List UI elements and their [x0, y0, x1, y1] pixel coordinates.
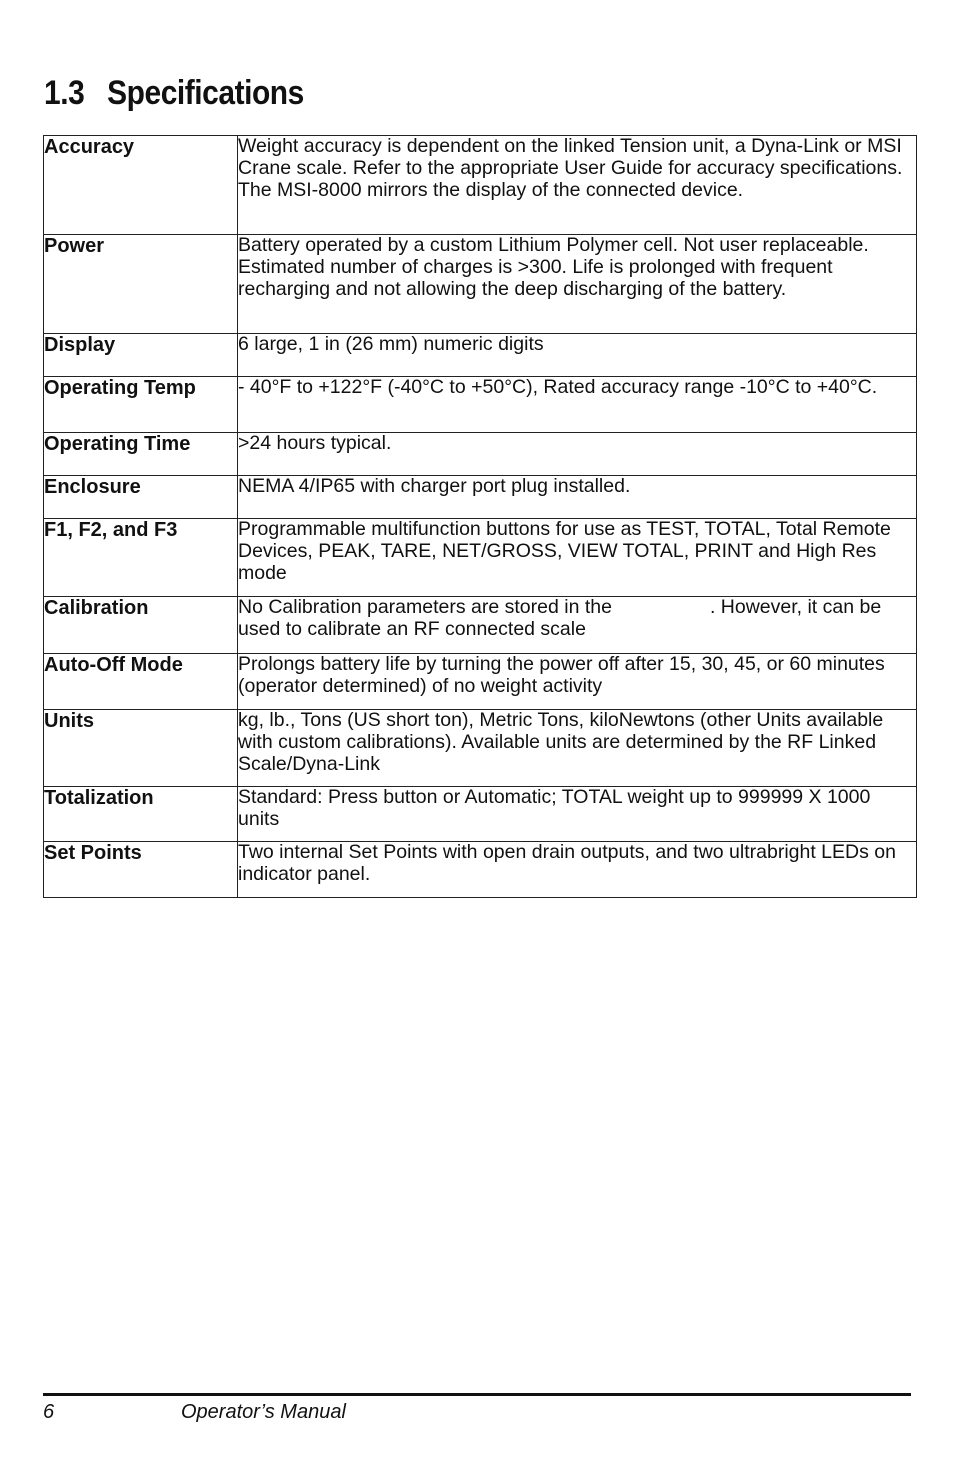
spec-value: 6 large, 1 in (26 mm) numeric digits	[238, 334, 917, 377]
spec-row-enclosure	[44, 476, 917, 519]
spec-row-totalization	[44, 787, 917, 842]
spec-row-function-buttons	[44, 519, 917, 597]
spec-row-power	[44, 235, 917, 334]
spec-label: Calibration	[44, 597, 238, 654]
spec-row-auto-off-mode	[44, 654, 917, 710]
spec-label: Enclosure	[44, 476, 238, 519]
spec-label: Operating Time	[44, 433, 238, 476]
spec-row-operating-time	[44, 433, 917, 476]
spec-value: Standard: Press button or Automatic; TOTAL weight up to 999999 X 1000 units	[238, 787, 917, 842]
spec-value: - 40°F to +122°F (-40°C to +50°C), Rated accuracy range -10°C to +40°C.	[238, 377, 917, 433]
section-heading: Specifications	[107, 74, 304, 112]
spec-value: Battery operated by a custom Lithium Polymer cell. Not user replaceable. Estimated number of charges is >300. Life is prolonged with frequent recharging and not allowing the deep discharging of the battery.	[238, 235, 917, 334]
spec-row-operating-temp	[44, 377, 917, 433]
spec-row-calibration	[44, 597, 917, 654]
spec-value: kg, lb., Tons (US short ton), Metric Tons, kiloNewtons (other Units available with custom calibrations). Available units are determined by the RF Linked Scale/Dyna-Link	[238, 710, 917, 787]
spec-value: NEMA 4/IP65 with charger port plug installed.	[238, 476, 917, 519]
spec-value: Programmable multifunction buttons for use as TEST, TOTAL, Total Remote Devices, PEAK, TARE, NET/GROSS, VIEW TOTAL, PRINT and High Res mode	[238, 519, 917, 597]
spec-label: Power	[44, 235, 238, 334]
page-number: 6	[43, 1401, 55, 1423]
manual-name: Operator’s Manual	[181, 1401, 346, 1423]
spec-value: >24 hours typical.	[238, 433, 917, 476]
spec-label: Operating Temp	[44, 377, 238, 433]
spec-value: Two internal Set Points with open drain outputs, and two ultrabright LEDs on indicator panel.	[238, 842, 917, 898]
spec-value: Weight accuracy is dependent on the linked Tension unit, a Dyna-Link or MSI Crane scale. Refer to the appropriate User Guide for accuracy specifications. The MSI-8000 mirrors the display of the connected device.	[238, 136, 917, 235]
section-title	[44, 74, 304, 113]
spec-label: Totalization	[44, 787, 238, 842]
spec-label: Units	[44, 710, 238, 787]
spec-label: Set Points	[44, 842, 238, 898]
spec-label: Auto-Off Mode	[44, 654, 238, 710]
footer-divider	[43, 1393, 911, 1396]
spec-row-units	[44, 710, 917, 787]
spec-row-set-points	[44, 842, 917, 898]
specifications-table	[43, 135, 917, 898]
spec-value-part: No Calibration parameters are stored in the	[238, 596, 612, 618]
spec-label: Display	[44, 334, 238, 377]
spec-row-display	[44, 334, 917, 377]
spec-value: Prolongs battery life by turning the power off after 15, 30, 45, or 60 minutes (operator determined) of no weight activity	[238, 654, 917, 710]
spec-value-part: . However, it can be used to calibrate an RF connected scale	[238, 596, 882, 640]
section-number: 1.3	[44, 74, 85, 112]
spec-value	[238, 597, 917, 654]
spec-label: F1, F2, and F3	[44, 519, 238, 597]
spec-row-accuracy	[44, 136, 917, 235]
spec-label: Accuracy	[44, 136, 238, 235]
